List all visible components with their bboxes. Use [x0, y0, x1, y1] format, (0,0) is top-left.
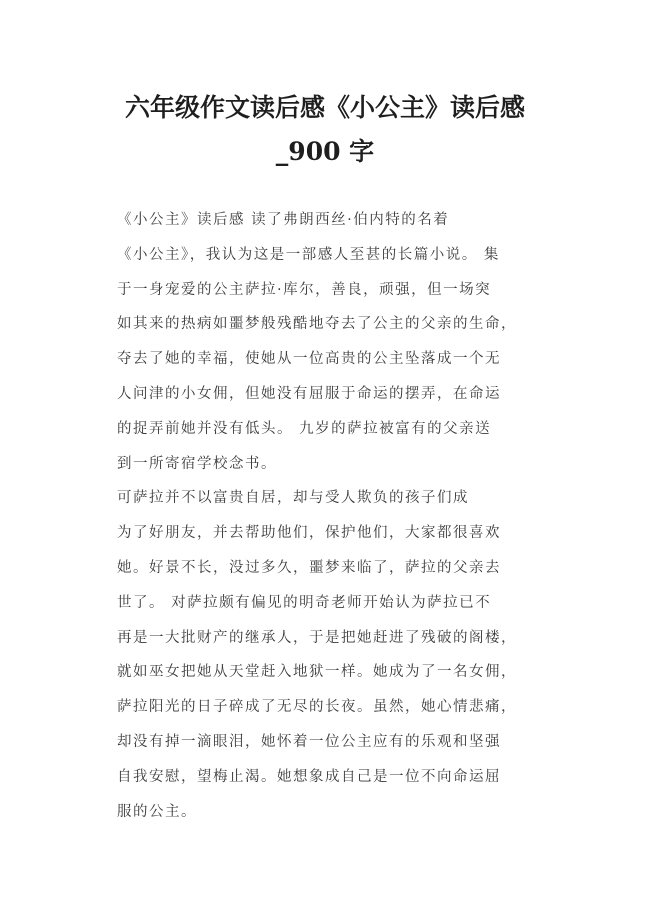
document-title — [60, 86, 590, 174]
text-line: 就如巫女把她从天堂赶入地狱一样。她成为了一名女佣， — [117, 664, 517, 681]
text-line: 人问津的小女佣，但她没有屈服于命运的摆弄，在命运 — [117, 385, 501, 402]
text-line: 《小公主》读后感 读了弗朗西丝·伯内特的名着 — [117, 212, 450, 228]
text-line: 再是一大批财产的继承人，于是把她赶进了残破的阁楼， — [117, 629, 517, 646]
text-line: 可萨拉并不以富贵自居，却与受人欺负的孩子们成 — [117, 490, 469, 507]
title-line-2: _900 字 — [275, 137, 375, 166]
text-line: 世了。 对萨拉颇有偏见的明奇老师开始认为萨拉已不 — [117, 594, 492, 611]
text-line: 自我安慰，望梅止渴。她想象成自己是一位不向命运屈 — [117, 768, 501, 785]
text-line: 却没有掉一滴眼泪，她怀着一位公主应有的乐观和坚强 — [117, 733, 501, 750]
text-line: 如其来的热病如噩梦般残酷地夺去了公主的父亲的生命， — [117, 316, 517, 333]
essay-body — [117, 203, 552, 829]
text-line: 的捉弄前她并没有低头。 九岁的萨拉被富有的父亲送 — [117, 420, 492, 437]
text-line: 《小公主》，我认为这是一部感人至甚的长篇小说。 集 — [117, 246, 500, 263]
text-line: 于一身宠爱的公主萨拉·库尔，善良，顽强，但一场突 — [117, 281, 492, 298]
text-line: 服的公主。 — [117, 803, 197, 820]
text-line: 萨拉阳光的日子碎成了无尽的长夜。虽然，她心情悲痛， — [117, 699, 517, 716]
title-line-1: 六年级作文读后感《小公主》读后感 — [124, 93, 525, 122]
text-line: 夺去了她的幸福，使她从一位高贵的公主坠落成一个无 — [117, 351, 501, 368]
text-line: 她。好景不长，没过多久，噩梦来临了，萨拉的父亲去 — [117, 559, 501, 576]
text-line: 到一所寄宿学校念书。 — [117, 455, 277, 472]
text-line: 为了好朋友，并去帮助他们，保护他们，大家都很喜欢 — [117, 525, 501, 542]
